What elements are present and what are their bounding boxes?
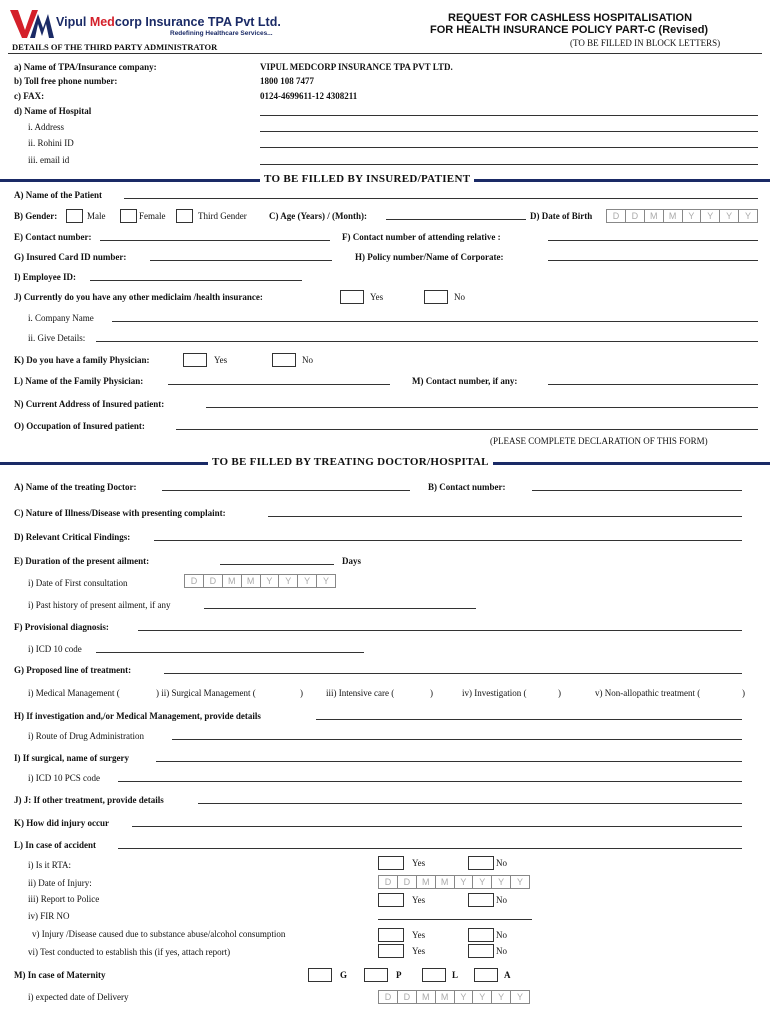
gender-male-checkbox[interactable] [66,209,83,223]
test-conducted-no-label: No [496,946,507,956]
employee-id-field[interactable] [90,280,302,281]
rta-yes-checkbox[interactable] [378,856,404,870]
police-report-no-checkbox[interactable] [468,893,494,907]
fir-no-field[interactable] [378,919,532,920]
date-cell[interactable]: D [626,210,645,222]
ailment-duration-unit: Days [342,556,362,566]
family-physician-no-checkbox[interactable] [272,353,296,367]
physician-contact-field[interactable] [548,384,758,385]
rohini-id-label: ii. Rohini ID [28,138,74,148]
date-cell[interactable]: Y [473,991,492,1003]
date-cell[interactable]: Y [517,992,524,1002]
hospital-address-label: i. Address [28,122,64,132]
ailment-duration-label: E) Duration of the present ailment: [14,556,150,566]
insured-card-id-field[interactable] [150,260,332,261]
maternity-p-label: P [396,970,402,980]
icd10-pcs-field[interactable] [118,781,742,782]
fax-label: c) FAX: [14,91,45,101]
gender-third-checkbox[interactable] [176,209,193,223]
date-cell[interactable]: Y [279,575,298,587]
surgery-name-label: I) If surgical, name of surgery [14,753,129,763]
drug-route-field[interactable] [172,739,742,740]
company-name-part2: Med [89,15,115,29]
occupation-field[interactable] [176,429,758,430]
company-name [56,15,281,29]
doctor-section-title: TO BE FILLED BY TREATING DOCTOR/HOSPITAL [208,456,493,468]
date-cell[interactable]: Y [720,210,739,222]
substance-abuse-yes-label: Yes [412,930,426,940]
illness-nature-field[interactable] [268,516,742,517]
form-title-line2: FOR HEALTH INSURANCE POLICY PART-C (Revised) [430,24,709,36]
first-consultation-date-field[interactable] [184,574,336,588]
date-cell[interactable]: M [223,575,242,587]
date-cell[interactable]: M [242,575,261,587]
date-cell[interactable]: D [185,575,204,587]
other-treatment-label: J) J: If other treatment, provide details [14,795,164,805]
maternity-g-label: G [340,970,348,980]
current-address-field[interactable] [206,407,758,408]
date-cell[interactable]: M [417,991,436,1003]
dob-date-field[interactable] [606,209,758,223]
date-cell[interactable]: Y [745,211,752,221]
injury-date-field[interactable] [378,875,530,889]
maternity-label: M) In case of Maternity [14,970,106,980]
family-physician-yes-checkbox[interactable] [183,353,207,367]
company-name-field[interactable] [112,321,758,322]
date-cell[interactable]: Y [298,575,317,587]
treatment-line-label: G) Proposed line of treatment: [14,665,132,675]
date-cell[interactable]: D [204,575,223,587]
delivery-date-field[interactable] [378,990,530,1004]
tpa-details-heading: DETAILS OF THE THIRD PARTY ADMINISTRATOR [12,42,218,52]
provisional-diagnosis-label: F) Provisional diagnosis: [14,622,109,632]
police-report-yes-checkbox[interactable] [378,893,404,907]
insured-section-title: TO BE FILLED BY INSURED/PATIENT [260,173,474,185]
relative-contact-label: F) Contact number of attending relative : [342,232,501,242]
date-cell[interactable]: Y [473,876,492,888]
gender-male-label: Male [87,211,106,221]
substance-abuse-yes-checkbox[interactable] [378,928,404,942]
date-cell[interactable]: M [664,210,683,222]
policy-number-label: H) Policy number/Name of Corporate: [355,252,504,262]
surgical-management-close: ) [300,688,303,698]
date-cell[interactable]: Y [455,991,474,1003]
date-cell[interactable]: Y [701,210,720,222]
other-insurance-label: J) Currently do you have any other mediclaim /health insurance: [14,292,263,302]
date-cell[interactable]: M [417,876,436,888]
police-report-no-label: No [496,895,507,905]
toll-free-label: b) Toll free phone number: [14,76,118,86]
other-insurance-no-checkbox[interactable] [424,290,448,304]
surgical-management-option[interactable]: ) ii) Surgical Management ( [156,688,256,698]
header-divider [8,53,762,54]
rta-no-checkbox[interactable] [468,856,494,870]
provisional-diagnosis-field[interactable] [138,630,742,631]
tpa-name-label: a) Name of TPA/Insurance company: [14,62,157,72]
rohini-id-field[interactable] [260,147,758,148]
physician-name-field[interactable] [168,384,390,385]
other-treatment-field[interactable] [198,803,742,804]
form-title-line1: REQUEST FOR CASHLESS HOSPITALISATION [448,12,693,24]
substance-abuse-no-label: No [496,930,507,940]
accident-label: L) In case of accident [14,840,96,850]
physician-contact-label: M) Contact number, if any: [412,376,518,386]
maternity-l-checkbox[interactable] [422,968,446,982]
doctor-name-field[interactable] [162,490,410,491]
maternity-a-checkbox[interactable] [474,968,498,982]
company-name-part1: Vipul [56,15,90,29]
toll-free-value: 1800 108 7477 [260,76,314,86]
family-physician-no-label: No [302,355,313,365]
rta-yes-label: Yes [412,858,426,868]
test-conducted-yes-label: Yes [412,946,426,956]
declaration-note: (PLEASE COMPLETE DECLARATION OF THIS FORM) [490,436,708,446]
hospital-email-label: iii. email id [28,155,70,165]
intensive-care-close: ) [430,688,433,698]
doctor-name-label: A) Name of the treating Doctor: [14,482,137,492]
past-history-field[interactable] [204,608,476,609]
hospital-address-field[interactable] [260,131,758,132]
surgery-name-field[interactable] [156,761,742,762]
maternity-a-label: A [504,970,511,980]
company-name-part3: corp Insurance TPA Pvt Ltd. [114,15,281,29]
date-cell[interactable]: Y [517,877,524,887]
form-subtitle: (TO BE FILLED IN BLOCK LETTERS) [570,38,721,48]
date-cell[interactable]: Y [492,991,511,1003]
non-allopathic-close: ) [742,688,745,698]
occupation-label: O) Occupation of Insured patient: [14,421,145,431]
date-cell[interactable]: Y [455,876,474,888]
injury-date-label: ii) Date of Injury: [28,878,92,888]
hospital-name-field[interactable] [260,115,758,116]
date-cell[interactable]: D [398,991,417,1003]
patient-name-field[interactable] [124,198,758,199]
family-physician-label: K) Do you have a family Physician: [14,355,150,365]
date-cell[interactable]: D [398,876,417,888]
patient-name-label: A) Name of the Patient [14,190,102,200]
insured-card-id-label: G) Insured Card ID number: [14,252,127,262]
other-insurance-no-label: No [454,292,465,302]
tpa-name-value: VIPUL MEDCORP INSURANCE TPA PVT LTD. [260,62,453,72]
ailment-duration-field[interactable] [220,564,334,565]
policy-number-field[interactable] [548,260,758,261]
date-cell[interactable]: Y [261,575,280,587]
gender-third-label: Third Gender [198,211,247,221]
rta-label: i) Is it RTA: [28,860,71,870]
date-cell[interactable]: D [379,876,398,888]
investigation-details-field[interactable] [316,719,742,720]
icd10-pcs-label: i) ICD 10 PCS code [28,773,100,783]
age-label: C) Age (Years) / (Month): [269,211,367,221]
other-insurance-yes-checkbox[interactable] [340,290,364,304]
relative-contact-field[interactable] [548,240,758,241]
fir-no-label: iv) FIR NO [28,911,70,921]
illness-nature-label: C) Nature of Illness/Disease with presenting complaint: [14,508,226,518]
doctor-contact-label: B) Contact number: [428,482,506,492]
contact-number-field[interactable] [100,240,330,241]
maternity-g-checkbox[interactable] [308,968,332,982]
maternity-p-checkbox[interactable] [364,968,388,982]
company-name-label: i. Company Name [28,313,94,323]
hospital-name-label: d) Name of Hospital [14,106,92,116]
family-physician-yes-label: Yes [214,355,228,365]
investigation-close: ) [558,688,561,698]
date-cell[interactable]: Y [683,210,702,222]
doctor-contact-field[interactable] [532,490,742,491]
gender-female-label: Female [139,211,166,221]
hospital-email-field[interactable] [260,164,758,165]
test-conducted-yes-checkbox[interactable] [378,944,404,958]
test-conducted-label: vi) Test conducted to establish this (if yes, attach report) [28,947,231,957]
delivery-date-label: i) expected date of Delivery [28,992,129,1002]
give-details-field[interactable] [96,341,758,342]
date-cell[interactable]: D [607,210,626,222]
date-cell[interactable]: M [436,991,455,1003]
date-cell[interactable]: Y [323,576,330,586]
medical-management-option[interactable]: i) Medical Management ( [28,688,120,698]
test-conducted-no-checkbox[interactable] [468,944,494,958]
drug-route-label: i) Route of Drug Administration [28,731,144,741]
contact-number-label: E) Contact number: [14,232,92,242]
injury-occur-label: K) How did injury occur [14,818,110,828]
critical-findings-field[interactable] [154,540,742,541]
icd10-code-label: i) ICD 10 code [28,644,82,654]
date-cell[interactable]: Y [492,876,511,888]
critical-findings-label: D) Relevant Critical Findings: [14,532,131,542]
substance-abuse-no-checkbox[interactable] [468,928,494,942]
non-allopathic-option[interactable]: v) Non-allopathic treatment ( [595,688,701,698]
gender-female-checkbox[interactable] [120,209,137,223]
other-insurance-yes-label: Yes [370,292,384,302]
date-cell[interactable]: M [436,876,455,888]
accident-field[interactable] [118,848,742,849]
maternity-l-label: L [452,970,459,980]
past-history-label: i) Past history of present ailment, if any [28,600,171,610]
current-address-label: N) Current Address of Insured patient: [14,399,165,409]
fax-value: 0124-4699611-12 4308211 [260,91,358,101]
age-field[interactable] [386,219,526,220]
police-report-yes-label: Yes [412,895,426,905]
investigation-option[interactable]: iv) Investigation ( [462,688,527,698]
give-details-label: ii. Give Details: [28,333,86,343]
treatment-line-field[interactable] [164,673,742,674]
intensive-care-option[interactable]: iii) Intensive care ( [326,688,395,698]
substance-abuse-label: v) Injury /Disease caused due to substance abuse/alcohol consumption [32,929,286,939]
first-consultation-label: i) Date of First consultation [28,578,128,588]
company-tagline: Redefining Healthcare Services... [170,30,273,37]
injury-occur-field[interactable] [132,826,742,827]
police-report-label: iii) Report to Police [28,894,100,904]
dob-label: D) Date of Birth [530,211,593,221]
logo-mark-icon [8,6,56,40]
date-cell[interactable]: M [645,210,664,222]
date-cell[interactable]: D [379,991,398,1003]
logo [8,6,56,40]
icd10-code-field[interactable] [96,652,364,653]
rta-no-label: No [496,858,507,868]
investigation-details-label: H) If investigation and,/or Medical Management, provide details [14,711,261,721]
physician-name-label: L) Name of the Family Physician: [14,376,144,386]
employee-id-label: I) Employee ID: [14,272,76,282]
gender-label: B) Gender: [14,211,58,221]
